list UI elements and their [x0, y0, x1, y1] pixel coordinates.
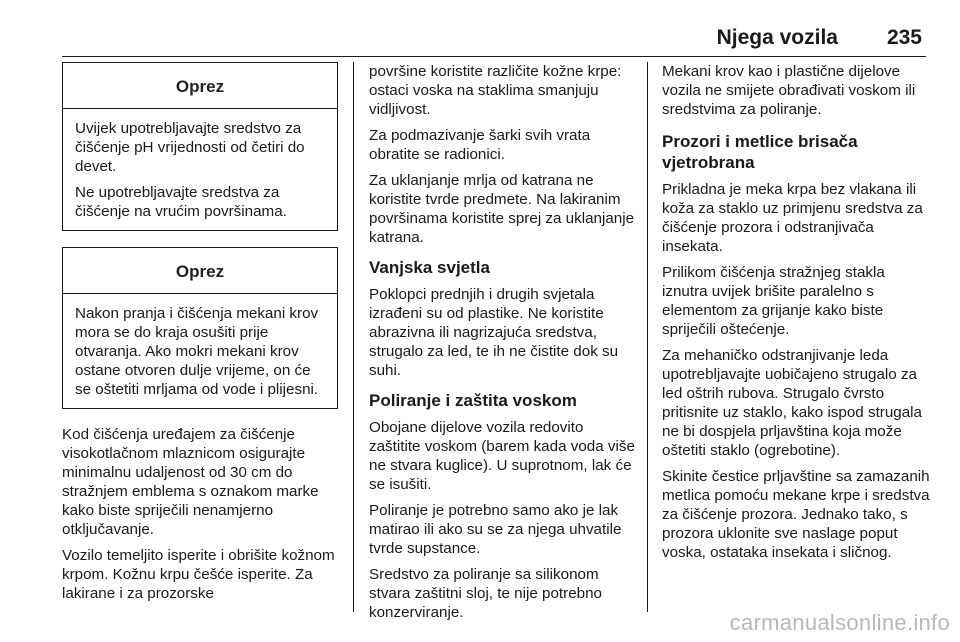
body-paragraph: Za podmazivanje šarki svih vrata obratite se radionici. [369, 127, 591, 163]
body-paragraph: Mekani krov kao i plastične dijelove vozila ne smijete obrađivati voskom ili sredstvima za poliranje. [662, 63, 916, 118]
body-paragraph: Poklopci prednjih i drugih svjetala izrađeni su od plastike. Ne koristite abrazivna ili nagrizajuća sredstva, strugalo za led, te ih ne čistite dok su suhi. [369, 286, 619, 379]
column-3 [662, 62, 930, 569]
page-number: 235 [886, 26, 922, 49]
caution-text: Ne upotrebljavajte sredstva za čišćenje na vrućim površinama. [75, 184, 287, 220]
section-heading: Vanjska svjetla [369, 258, 490, 277]
section-heading: Prozori i metlice brisača vjetrobrana [662, 132, 858, 172]
body-paragraph: površine koristite različite kožne krpe: ostaci voska na staklima smanjuju vidljivost. [369, 63, 622, 118]
body-paragraph: Obojane dijelove vozila redovito zaštitite voskom (barem kada voda više ne stvara kuglice). U suprotnom, lak će se isušiti. [369, 419, 635, 493]
caution-text: Nakon pranja i čišćenja mekani krov mora se do kraja osušiti prije otvaranja. Ako mokri mekani krov ostane otvoren dulje vrijeme, on će se oštetiti mrljama od vode i plijesni. [75, 305, 319, 398]
watermark: carmanualsonline.info [729, 610, 950, 635]
body-paragraph: Sredstvo za poliranje sa silikonom stvara zaštitni sloj, te nije potrebno konzerviranje. [369, 566, 602, 621]
body-paragraph: Prilikom čišćenja stražnjeg stakla iznutra uvijek brišite paralelno s elementom za grijanje kako biste spriječili oštećenje. [662, 264, 885, 338]
body-paragraph: Za uklanjanje mrlja od katrana ne koristite tvrde predmete. Na lakiranim površinama koristite sprej za uklanjanje katrana. [369, 172, 635, 246]
column-1 [62, 62, 338, 610]
page-header [62, 0, 926, 57]
body-paragraph: Skinite čestice prljavštine sa zamazanih metlica pomoću mekane krpe i sredstva za čišćenje prozora. Jednako tako, s prozora uklonite sve naslage poput voska, ostataka insekata i sličnog. [662, 468, 930, 561]
body-paragraph: Vozilo temeljito isperite i obrišite kožnom krpom. Kožnu krpu češće isperite. Za lakirane i za prozorske [62, 547, 335, 602]
body-paragraph: Prikladna je meka krpa bez vlakana ili koža za staklo uz primjenu sredstva za čišćenje prozora i odstranjivača insekata. [662, 181, 923, 255]
section-heading: Poliranje i zaštita voskom [369, 391, 577, 410]
page-title: Njega vozila [716, 26, 838, 49]
caution-box [62, 62, 338, 231]
body-paragraph: Za mehaničko odstranjivanje leda upotrebljavajte uobičajeno strugalo za led oštrih rubova. Strugalo čvrsto pritisnite uz staklo, kako ispod strugala ne bi dospjela prljavština koja može oštetiti staklo (ogrebotine). [662, 347, 923, 459]
body-paragraph: Poliranje je potrebno samo ako je lak matirao ili ako su se za njega uhvatile tvrde supstance. [369, 502, 622, 557]
caution-box [62, 247, 338, 409]
caution-text: Uvijek upotrebljavajte sredstvo za čišćenje pH vrijednosti od četiri do devet. [75, 120, 305, 175]
caution-title: Oprez [63, 63, 337, 109]
body-paragraph: Kod čišćenja uređajem za čišćenje visokotlačnom mlaznicom osigurajte minimalnu udaljenost od 30 cm do stražnjem emblema s oznakom marke kako biste spriječili nenamjerno otključavanje. [62, 426, 319, 538]
caution-title: Oprez [63, 248, 337, 294]
column-divider [647, 62, 648, 612]
column-2 [369, 62, 637, 629]
column-divider [353, 62, 354, 612]
